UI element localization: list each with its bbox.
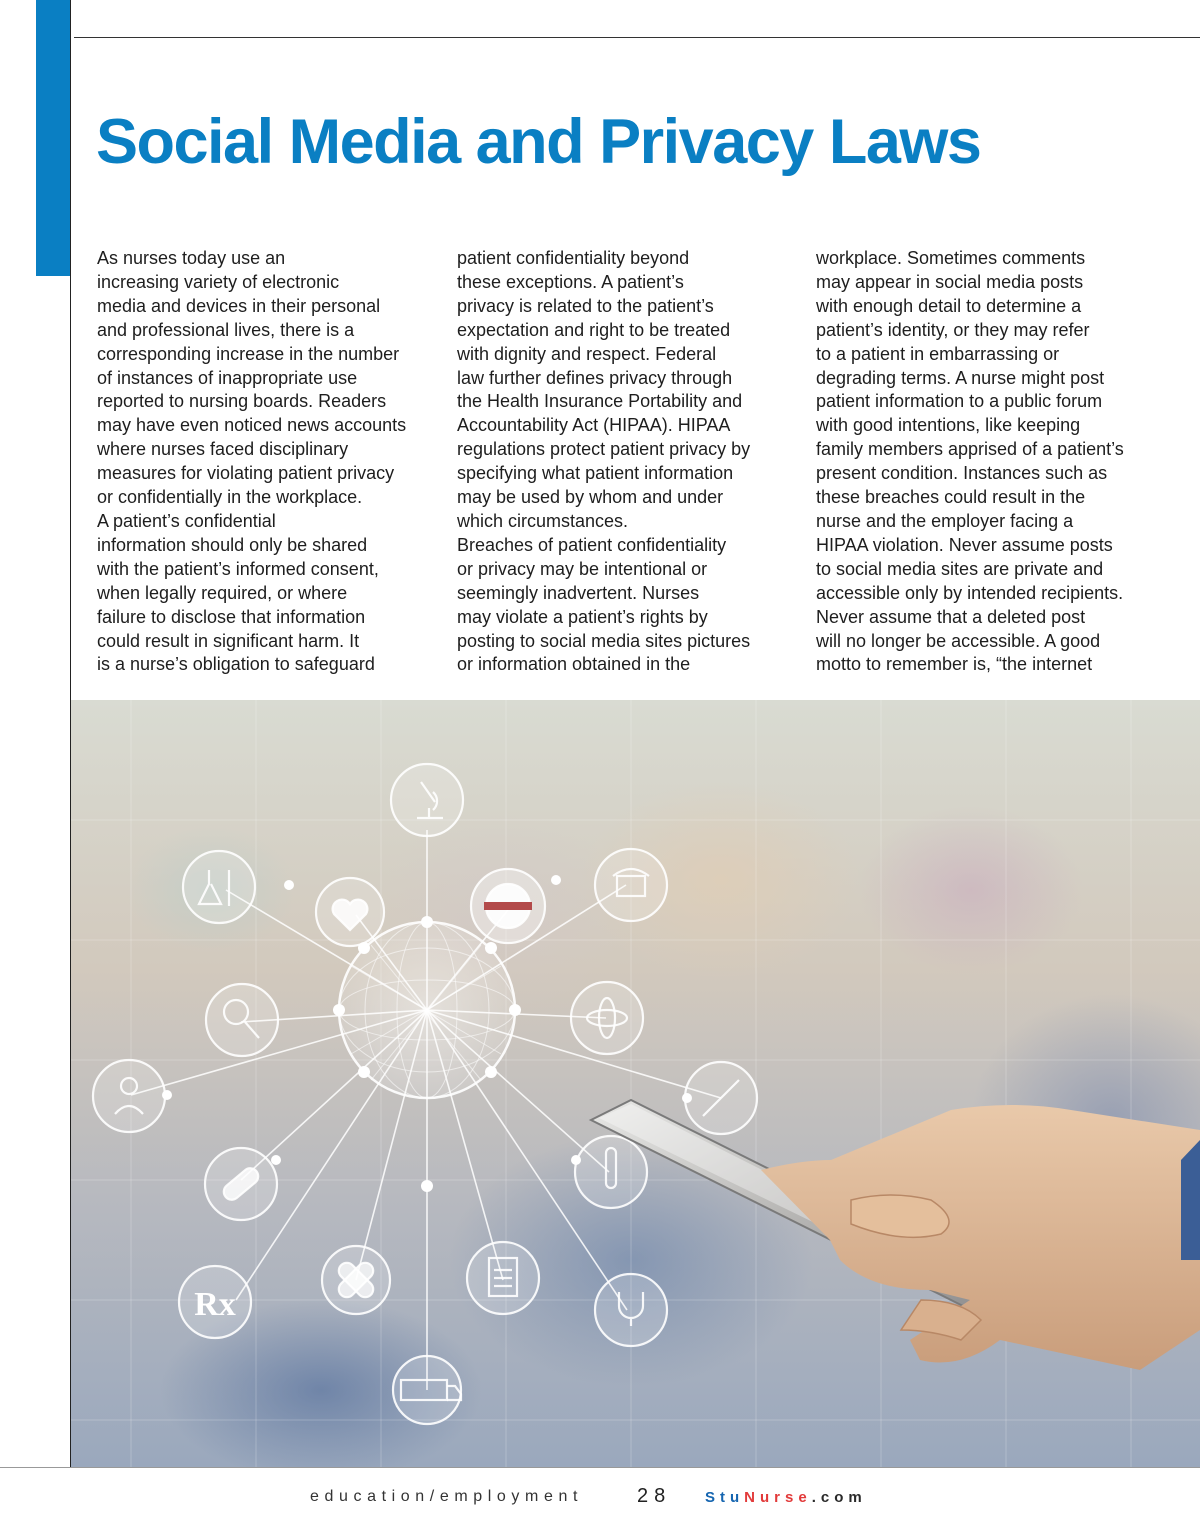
article-title: Social Media and Privacy Laws (96, 107, 981, 177)
brand-part-nurse: Nurse (744, 1489, 812, 1506)
paragraph: workplace. Sometimes comments may appear in social media posts with enough detail to determine a patient’s identity, or they may refer to a patient in embarrassing or degrading terms. A nurse might post patient information to a public forum with good intentions, like keeping family members apprised of a patient’s present condition. Instances such as these breaches could result in the nurse and the employer facing a HIPAA violation. Never assume posts to social media sites are private and accessible only by intended recipients. Never assume that a deleted post will no longer be accessible. A good motto to remember is, “the internet (816, 248, 1124, 675)
clipboard-icon (467, 1242, 539, 1314)
microscope-icon (391, 764, 463, 836)
pill-tablet-icon (471, 869, 545, 943)
paragraph: Breaches of patient confidentiality or privacy may be intentional or seemingly inadvertent. Nurses may violate a patient’s rights by posting to social media sites pictures or information obtained in the (457, 534, 751, 675)
brand-part-com: .com (811, 1489, 867, 1506)
medical-network-photo (71, 700, 1200, 1468)
brand-logo (705, 1489, 867, 1506)
thermometer-icon (575, 1136, 647, 1208)
grid-lines (71, 700, 1200, 1468)
flask-icon (183, 851, 255, 923)
globe (339, 922, 515, 1098)
page-number: 28 (637, 1485, 672, 1507)
telephone-icon (595, 849, 667, 921)
text-column-1 (97, 247, 427, 677)
paragraph: As nurses today use an increasing variety of electronic media and devices in their personal and professional lives, there is a corresponding increase in the number of instances of inappropriate use reported to nursing boards. Readers may have even noticed news accounts where nurses faced disciplinary measures for violating patient privacy or confidentially in the workplace. (97, 248, 407, 508)
text-column-3 (816, 247, 1156, 677)
text-column-2 (457, 247, 787, 677)
footer-rule (0, 1467, 1200, 1468)
tablet-and-hand (591, 1100, 1200, 1370)
ambulance-icon (393, 1356, 461, 1424)
capsule-icon (205, 1148, 277, 1220)
paragraph: A patient’s confidential information should only be shared with the patient’s informed consent, when legally required, or where failure to disclose that information could result in significant harm. It is a nurse’s obligation to safeguard (97, 510, 379, 675)
accent-bar (36, 0, 70, 276)
rx-icon (179, 1266, 251, 1338)
magnifier-icon (206, 984, 278, 1056)
nurse-icon (93, 1060, 165, 1132)
atom-icon (571, 982, 643, 1054)
top-rule (74, 37, 1200, 38)
brand-part-stu: Stu (705, 1489, 745, 1506)
network-overlay (71, 700, 1200, 1468)
stethoscope-icon (595, 1274, 667, 1346)
syringe-icon (685, 1062, 757, 1134)
footer-section-label: education/employment (310, 1488, 583, 1505)
paragraph: patient confidentiality beyond these exceptions. A patient’s privacy is related to the patient’s expectation and right to be treated with dignity and respect. Federal law further defines privacy through the Health Insurance Portability and Accountability Act (HIPAA). HIPAA regulations protect patient privacy by specifying what patient information may be used by whom and under which circumstances. (457, 248, 751, 531)
bandage-icon (322, 1246, 390, 1314)
heart-plus-icon (316, 878, 384, 946)
rx-text: Rx (194, 1286, 236, 1323)
